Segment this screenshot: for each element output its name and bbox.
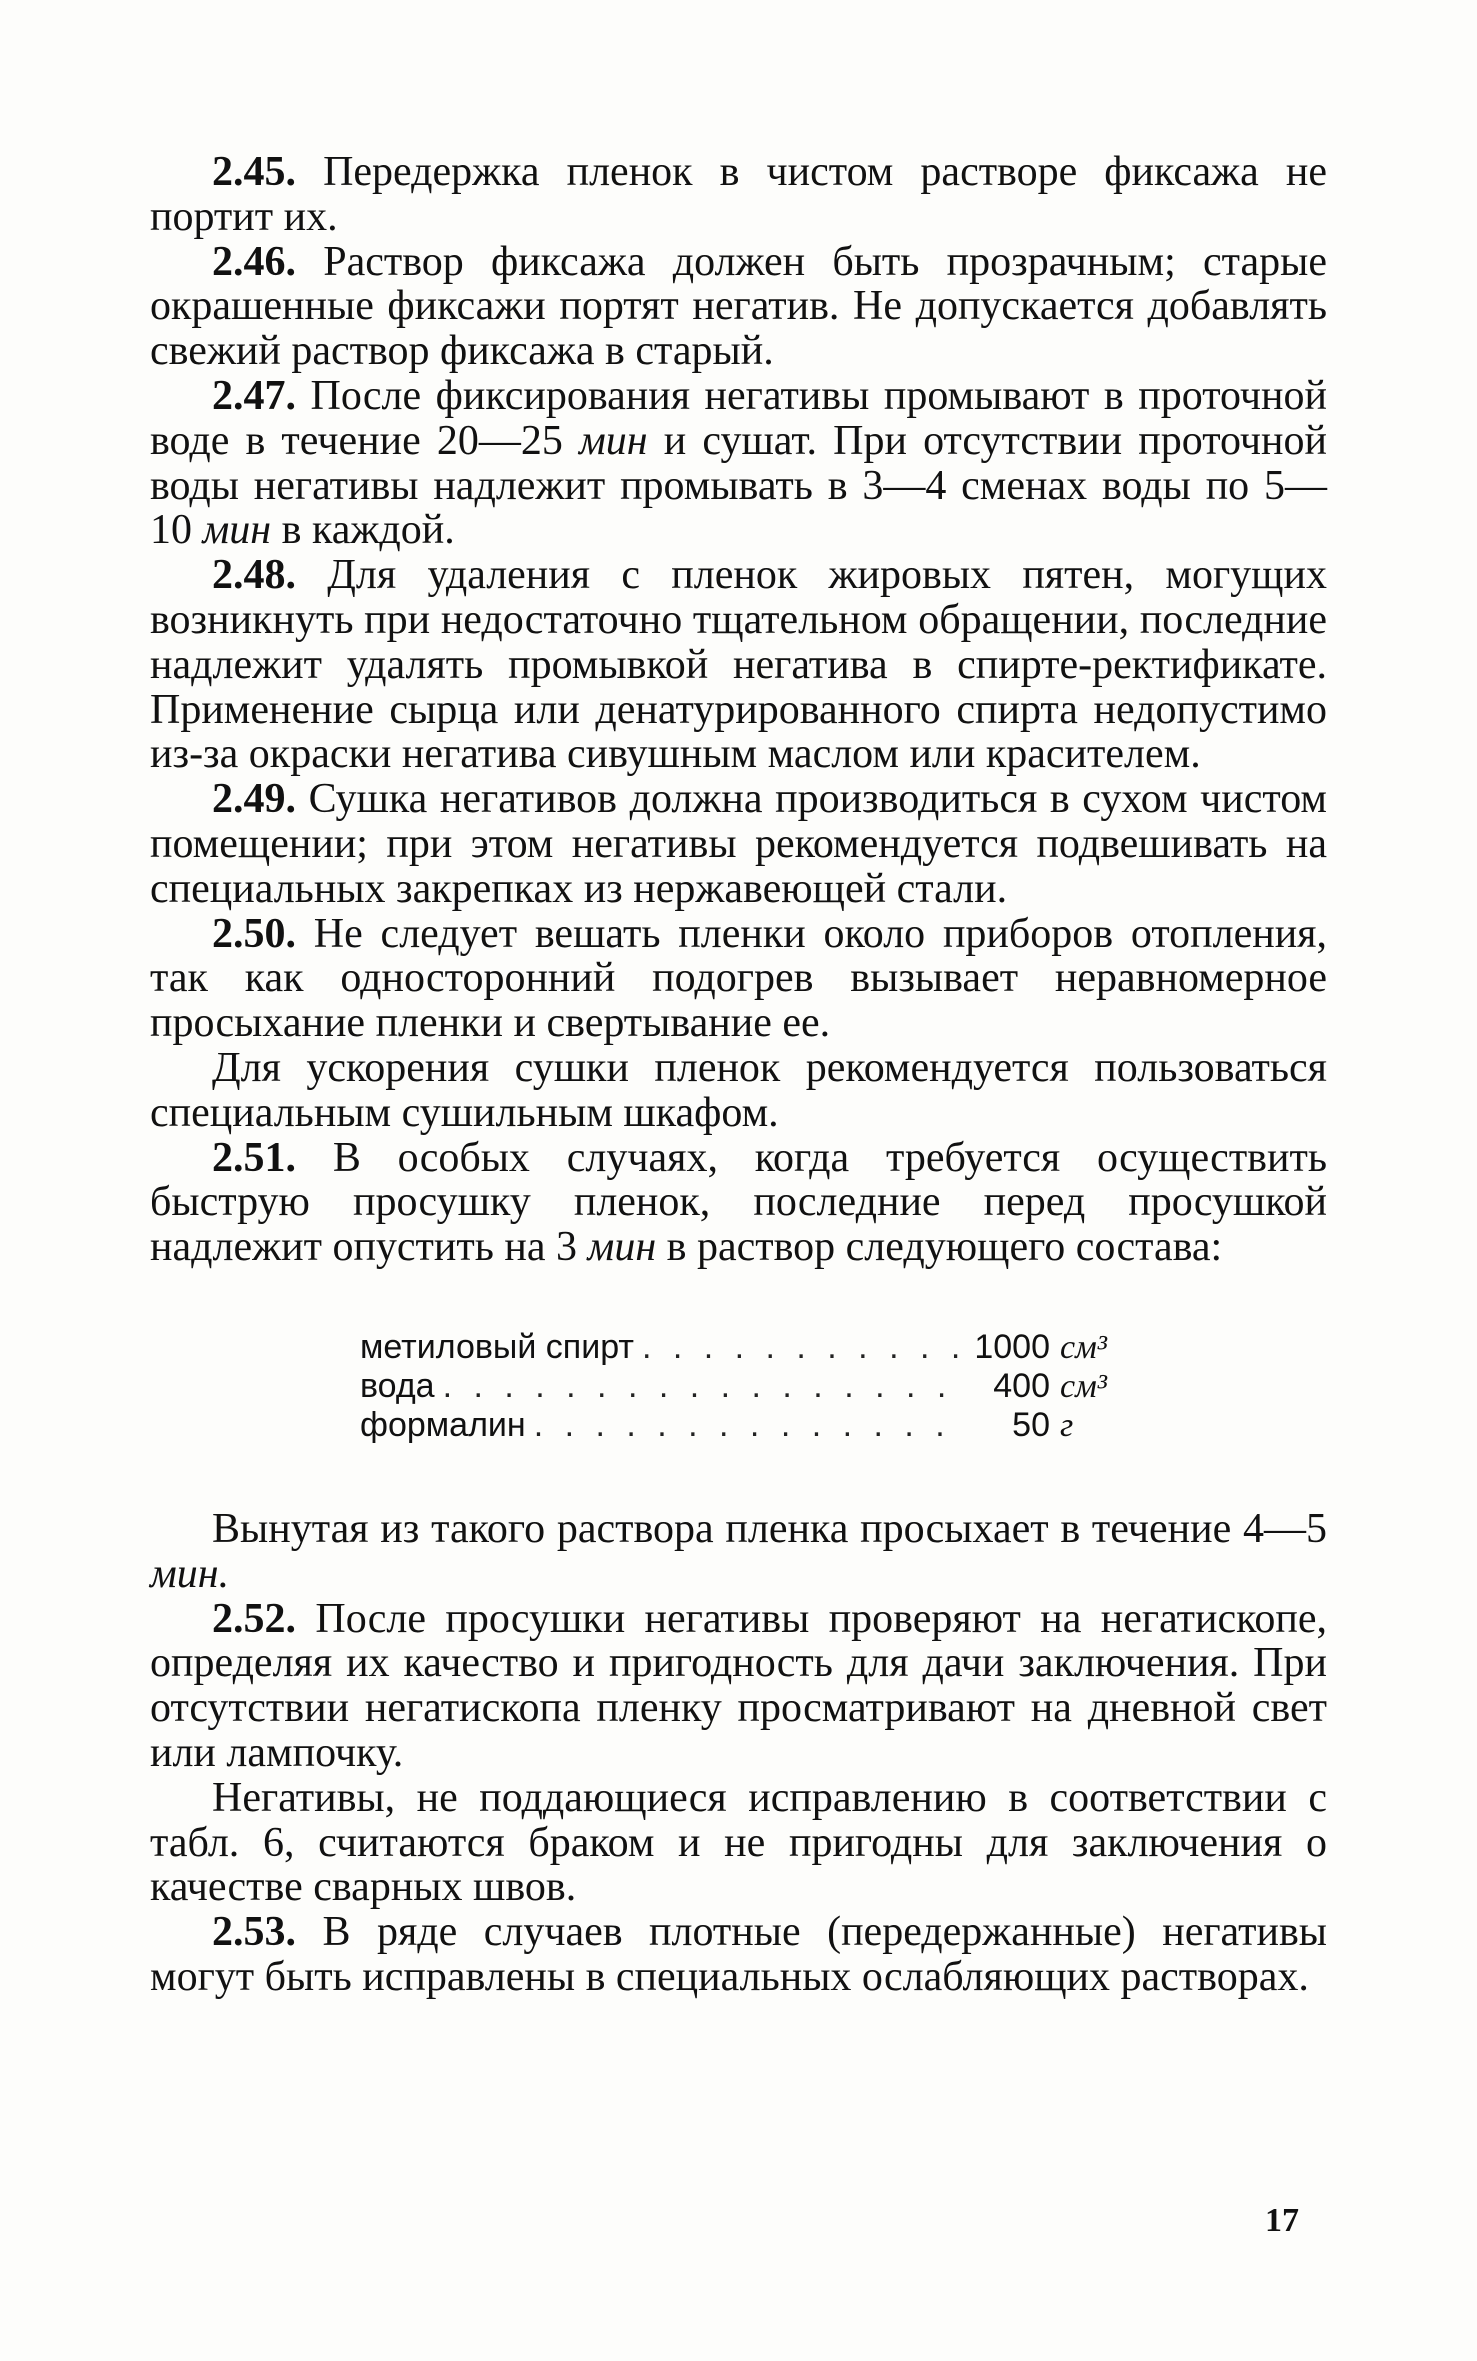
unit-label: мин: [202, 507, 272, 554]
clause-text: После фиксирования негативы промывают в проточной воде в течение 20—25: [150, 372, 1327, 464]
recipe-row: [360, 1367, 1120, 1406]
paragraph-2-51: [150, 1136, 1327, 1270]
recipe-row: [360, 1328, 1120, 1367]
clause-number: 2.47.: [212, 372, 296, 419]
unit-label: мин: [587, 1224, 657, 1271]
ingredient-name: формалин: [360, 1405, 526, 1444]
clause-number: 2.51.: [212, 1134, 296, 1181]
paragraph-rejected-negatives: [150, 1776, 1327, 1910]
clause-text: Вынутая из такого раствора пленка просыхает в течение 4—5: [212, 1505, 1327, 1552]
unit-label: мин: [579, 417, 648, 464]
clause-number: 2.45.: [212, 149, 296, 195]
paragraph-2-53: [150, 1910, 1327, 2000]
clause-text: Для ускорения сушки пленок рекомендуется пользоваться специальным сушильным шкафом.: [150, 1044, 1327, 1136]
paragraph-2-48: [150, 553, 1327, 777]
leader-dots: [443, 1367, 962, 1405]
clause-text: и сушат. При отсутствии проточной воды негативы надлежит промывать в 3—4 сменах воды по 5—10: [150, 417, 1327, 554]
clause-number: 2.52.: [212, 1595, 296, 1642]
ingredient-unit: см³: [1060, 1328, 1107, 1366]
clause-number: 2.46.: [212, 238, 296, 285]
ingredient-name: вода: [360, 1366, 435, 1405]
paragraph-2-45: [150, 150, 1327, 240]
paragraph-2-46: [150, 240, 1327, 374]
clause-text: Для удаления с пленок жировых пятен, могущих возникнуть при недостаточно тщательном обращении, последние надлежит удалять промывкой негатива в спирте-ректификате. Применение сырца или денатурированного спирта недопустимо из-за окраски негатива сивушным маслом или красителем.: [150, 552, 1327, 778]
paragraph-2-52: [150, 1597, 1327, 1776]
clause-text: Не следует вешать пленки около приборов отопления, так как односторонний подогрев вызывает неравномерное просыхание пленки и свертывание ее.: [150, 910, 1327, 1047]
clause-number: 2.50.: [212, 910, 296, 957]
clause-text: После просушки негативы проверяют на негатископе, определяя их качество и пригодность для дачи заключения. При отсутствии негатископа пленку просматривают на дневной свет или лампочку.: [150, 1595, 1327, 1776]
ingredient-unit: г: [1060, 1406, 1074, 1444]
clause-number: 2.53.: [212, 1909, 296, 1956]
paragraph-drying-time: [150, 1507, 1327, 1597]
clause-text: В особых случаях, когда требуется осуществить быструю просушку пленок, последние перед просушкой надлежит опустить на 3: [150, 1134, 1327, 1271]
unit-label: мин.: [150, 1550, 230, 1597]
ingredient-quantity: 50: [1012, 1405, 1050, 1444]
paragraph-2-50: [150, 912, 1327, 1046]
ingredient-quantity: 1000: [974, 1327, 1050, 1366]
clause-text: В ряде случаев плотные (передержанные) негативы могут быть исправлены в специальных ослабляющих растворах.: [150, 1909, 1327, 2000]
clause-number: 2.49.: [212, 776, 296, 823]
clause-text: Негативы, не поддающиеся исправлению в соответствии с табл. 6, считаются браком и не пригодны для заключения о качестве сварных швов.: [150, 1774, 1327, 1911]
clause-text: Передержка пленок в чистом растворе фиксажа не портит их.: [150, 149, 1327, 240]
paragraph-drying-cabinet: [150, 1046, 1327, 1136]
clause-text: Раствор фиксажа должен быть прозрачным; старые окрашенные фиксажи портят негатив. Не допускается добавлять свежий раствор фиксажа в старый.: [150, 238, 1327, 375]
ingredient-name: метиловый спирт: [360, 1327, 634, 1366]
paragraph-2-47: [150, 374, 1327, 553]
clause-text: в каждой.: [271, 507, 455, 554]
leader-dots: [534, 1406, 962, 1444]
clause-text: в раствор следующего состава:: [656, 1224, 1223, 1271]
clause-number: 2.48.: [212, 552, 296, 599]
page-number: 17: [1265, 2202, 1299, 2239]
clause-text: Сушка негативов должна производиться в сухом чистом помещении; при этом негативы рекомендуется подвешивать на специальных закрепках из нержавеющей стали.: [150, 776, 1327, 912]
leader-dots: [642, 1328, 962, 1366]
paragraph-2-49: [150, 777, 1327, 911]
ingredient-unit: см³: [1060, 1367, 1107, 1405]
solution-recipe-table: [360, 1328, 1120, 1445]
recipe-row: [360, 1406, 1120, 1445]
ingredient-quantity: 400: [993, 1366, 1050, 1405]
